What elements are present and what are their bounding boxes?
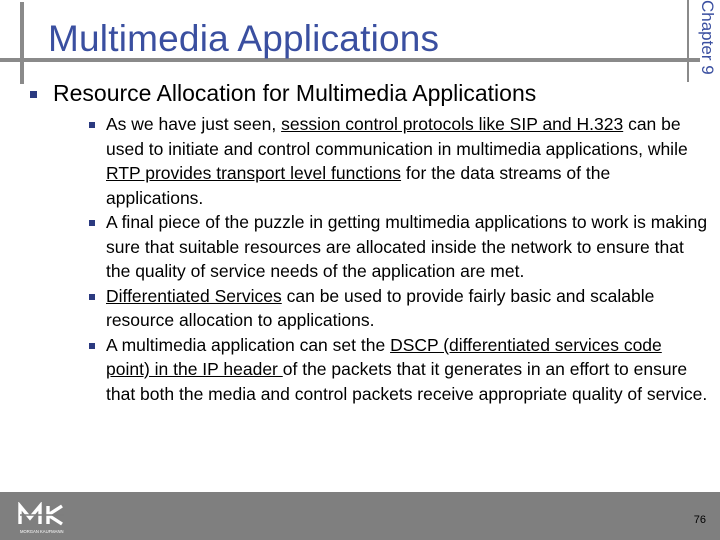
mk-logo-icon	[18, 502, 74, 536]
chapter-label: Chapter 9	[698, 0, 717, 75]
footer-bar	[0, 492, 720, 540]
right-frame-line	[687, 0, 689, 82]
main-bullet-text: Resource Allocation for Multimedia Applications	[53, 80, 537, 106]
square-bullet-icon	[89, 343, 95, 349]
sub-bullet-text: for the data streams of the applications.	[106, 163, 611, 208]
underlined-text: RTP provides transport level functions	[106, 163, 402, 183]
sub-bullet-text: can be used to provide fairly basic and scalable resource allocation to applications.	[106, 285, 655, 330]
logo-subtext: MORGAN KAUFMANN	[20, 529, 64, 534]
underlined-text: session control protocols like SIP and H.323	[281, 114, 624, 134]
sub-bullet-text: As we have just seen,	[106, 114, 282, 134]
sub-bullet-list	[89, 112, 709, 406]
sub-bullet-item	[89, 210, 709, 284]
main-bullet	[30, 80, 536, 107]
square-bullet-icon	[30, 91, 37, 98]
sub-bullet-text: A multimedia application can set the	[106, 334, 391, 355]
sub-bullet-item	[89, 333, 709, 407]
sub-bullet-text: A final piece of the puzzle in getting multimedia applications to work is making sure that suitable resources are allocated inside the network to ensure that the quality of service needs of the application are met.	[106, 212, 708, 281]
page-number: 76	[693, 514, 706, 526]
square-bullet-icon	[89, 122, 95, 128]
square-bullet-icon	[89, 220, 95, 226]
left-frame-line	[20, 2, 24, 84]
sub-bullet-item	[89, 112, 709, 210]
slide-title: Multimedia Applications	[48, 18, 440, 59]
underlined-text: DSCP (differentiated services code point) in the IP header	[106, 334, 662, 379]
underlined-text: Differentiated Services	[106, 285, 282, 306]
sub-bullet-item	[89, 284, 709, 333]
sub-bullet-text: of the packets that it generates in an effort to ensure that both the media and control packets receive appropriate quality of service.	[106, 359, 708, 404]
sub-bullet-text: can be used to initiate and control communication in multimedia applications, while	[106, 114, 688, 159]
square-bullet-icon	[89, 294, 95, 300]
